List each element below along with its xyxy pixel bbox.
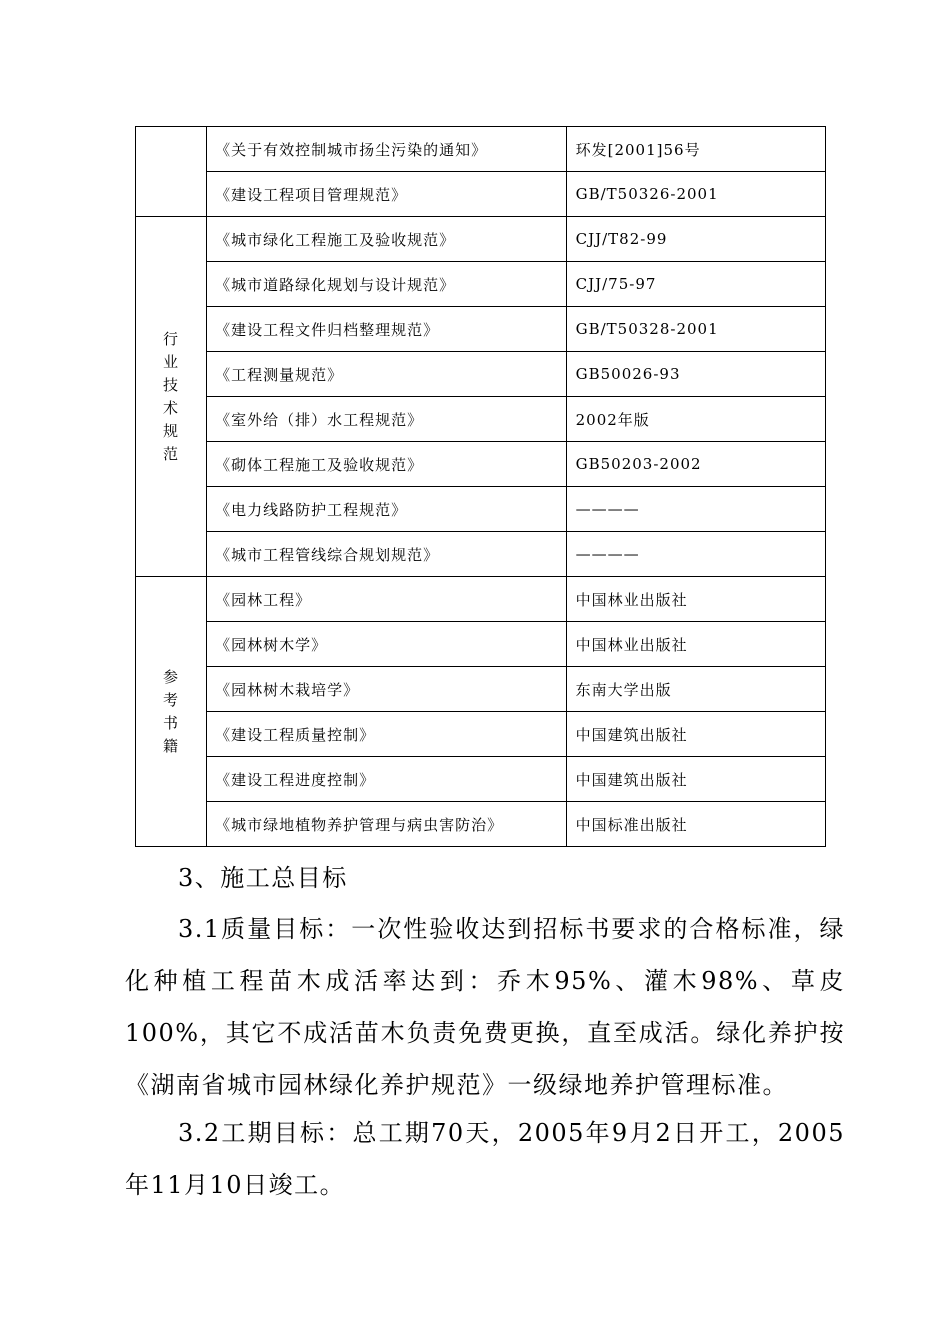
- standard-code: CJJ/T82-99: [566, 217, 825, 262]
- table-row: [136, 442, 826, 487]
- category-char: 范: [163, 444, 180, 463]
- reference-standards-table: [135, 126, 826, 847]
- standard-code: 环发[2001]56号: [566, 127, 825, 172]
- table-row: [136, 307, 826, 352]
- book-title: 《建设工程质量控制》: [207, 712, 567, 757]
- book-title: 《城市绿地植物养护管理与病虫害防治》: [207, 802, 567, 847]
- category-char: 技: [163, 375, 180, 394]
- category-char: 行: [163, 329, 180, 348]
- schedule-goal-paragraph: 3.2工期目标：总工期70天，2005年9月2日开工，2005年11月10日竣工。: [125, 1119, 845, 1199]
- category-char: 籍: [163, 736, 180, 755]
- table-row: [136, 352, 826, 397]
- book-publisher: 中国林业出版社: [566, 577, 825, 622]
- category-char: 考: [163, 690, 180, 709]
- book-title: 《园林工程》: [207, 577, 567, 622]
- table-row: [136, 487, 826, 532]
- standard-code: ————: [566, 532, 825, 577]
- standard-code: CJJ/75-97: [566, 262, 825, 307]
- section-heading: 3、施工总目标: [178, 864, 348, 892]
- table-row: [136, 622, 826, 667]
- standard-code: GB/T50328-2001: [566, 307, 825, 352]
- standard-code: 2002年版: [566, 397, 825, 442]
- table-row: [136, 757, 826, 802]
- category-cell-industry-standards: [136, 217, 207, 577]
- table-row: [136, 262, 826, 307]
- standard-code: GB50203-2002: [566, 442, 825, 487]
- category-cell-reference-books: [136, 577, 207, 847]
- category-char: 术: [163, 398, 180, 417]
- standard-code: GB50026-93: [566, 352, 825, 397]
- standard-title: 《城市工程管线综合规划规范》: [207, 532, 567, 577]
- table-row: [136, 397, 826, 442]
- table-row: [136, 577, 826, 622]
- book-publisher: 中国林业出版社: [566, 622, 825, 667]
- category-char: 书: [163, 713, 180, 732]
- table-row: [136, 667, 826, 712]
- table-row: [136, 172, 826, 217]
- standard-code: ————: [566, 487, 825, 532]
- quality-goal-paragraph: 3.1质量目标：一次性验收达到招标书要求的合格标准，绿化种植工程苗木成活率达到：乔木95%、灌木98%、草皮100%，其它不成活苗木负责免费更换，直至成活。绿化养护按《湖南省城市园林绿化养护规范》一级绿地养护管理标准。: [125, 915, 845, 1099]
- book-publisher: 东南大学出版: [566, 667, 825, 712]
- table-row: [136, 532, 826, 577]
- table-row: [136, 127, 826, 172]
- standard-title: 《关于有效控制城市扬尘污染的通知》: [207, 127, 567, 172]
- category-char: 业: [163, 352, 180, 371]
- table-row: [136, 802, 826, 847]
- book-publisher: 中国建筑出版社: [566, 712, 825, 757]
- standard-title: 《室外给（排）水工程规范》: [207, 397, 567, 442]
- standard-title: 《电力线路防护工程规范》: [207, 487, 567, 532]
- standard-title: 《工程测量规范》: [207, 352, 567, 397]
- standard-title: 《建设工程文件归档整理规范》: [207, 307, 567, 352]
- book-publisher: 中国建筑出版社: [566, 757, 825, 802]
- table-row: [136, 712, 826, 757]
- book-title: 《园林树木栽培学》: [207, 667, 567, 712]
- standard-code: GB/T50326-2001: [566, 172, 825, 217]
- standard-title: 《建设工程项目管理规范》: [207, 172, 567, 217]
- category-char: 规: [163, 421, 180, 440]
- book-title: 《建设工程进度控制》: [207, 757, 567, 802]
- book-publisher: 中国标准出版社: [566, 802, 825, 847]
- standard-title: 《砌体工程施工及验收规范》: [207, 442, 567, 487]
- table-row: [136, 217, 826, 262]
- reference-table-body: [136, 127, 826, 847]
- standard-title: 《城市道路绿化规划与设计规范》: [207, 262, 567, 307]
- book-title: 《园林树木学》: [207, 622, 567, 667]
- category-cell-blank: [136, 127, 207, 217]
- category-char: 参: [163, 667, 180, 686]
- standard-title: 《城市绿化工程施工及验收规范》: [207, 217, 567, 262]
